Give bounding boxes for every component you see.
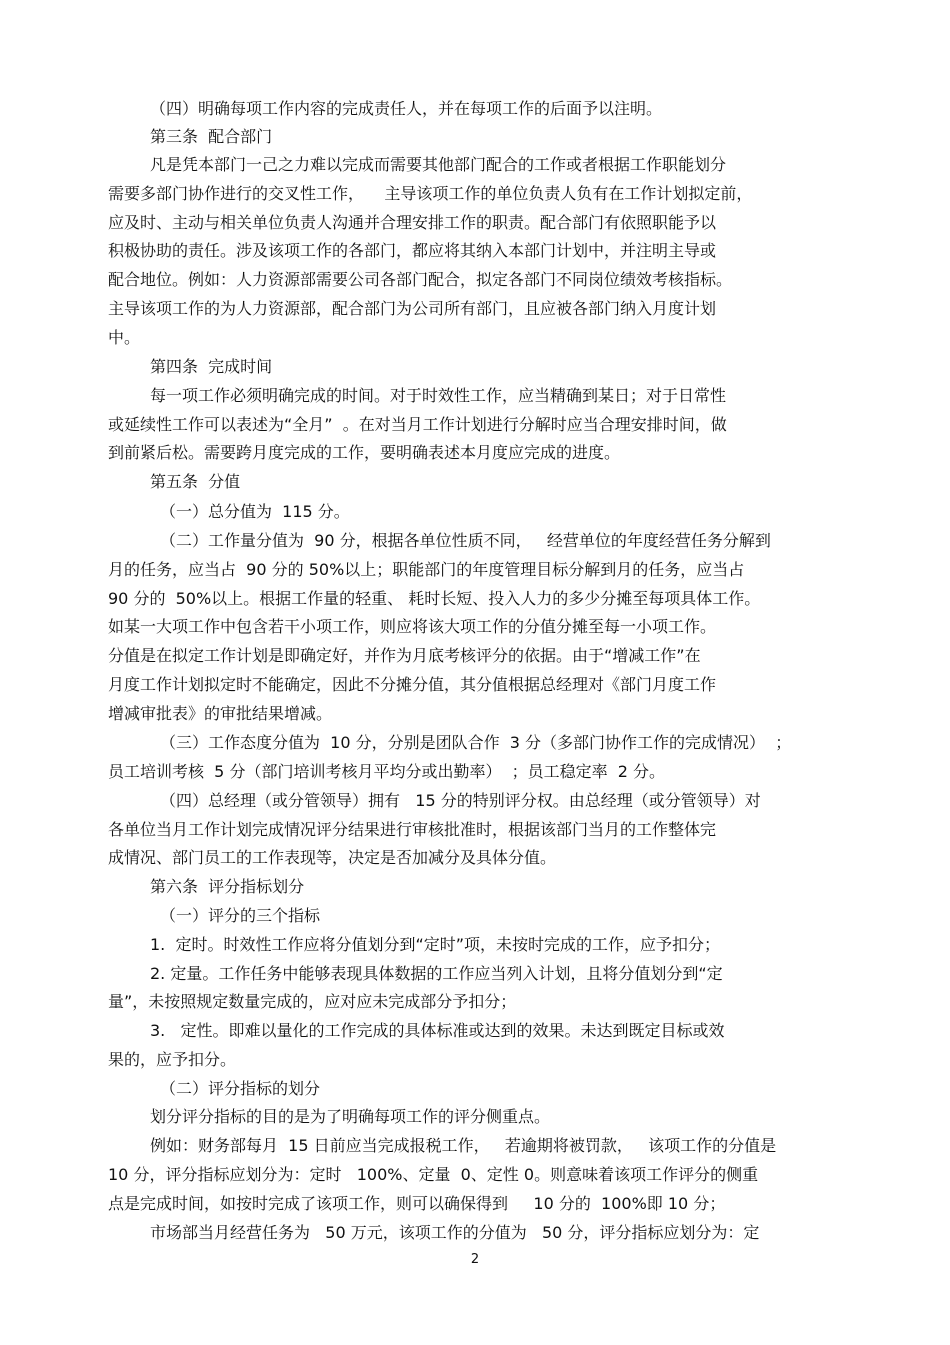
text-line: 分值是在拟定工作计划是即确定好，并作为月底考核评分的依据。由于“增减工作”在 [108,646,701,665]
text-line: 需要多部门协作进行的交叉性工作， 主导该项工作的单位负责人负有在工作计划拟定前， [108,184,753,203]
text-line: 如某一大项工作中包含若干小项工作，则应将该大项工作的分值分摊至每一小项工作。 [108,617,717,636]
page-number: 2 [470,1252,480,1267]
text-line: 划分评分指标的目的是为了明确每项工作的评分侧重点。 [150,1107,551,1126]
text-line: 月的任务，应当占 90 分的 50%以上；职能部门的年度管理目标分解到月的任务，应当占 [108,560,745,579]
text-line: （二）评分指标的划分 [160,1079,321,1098]
text-line: 员工培训考核 5 分（部门培训考核月平均分或出勤率） ；员工稳定率 2 分。 [108,762,666,781]
text-line: 增减审批表》的审批结果增减。 [108,704,333,723]
text-line: （一）评分的三个指标 [160,906,321,925]
text-line: 2. 定量。工作任务中能够表现具体数据的工作应当列入计划，且将分值划分到“定 [150,964,723,983]
text-line: 量”，未按照规定数量完成的，应对应未完成部分予扣分； [108,992,517,1011]
text-line: 配合地位。例如：人力资源部需要公司各部门配合，拟定各部门不同岗位绩效考核指标。 [108,270,733,289]
text-line: （一）总分值为 115 分。 [160,502,350,521]
text-line: 主导该项工作的为人力资源部，配合部门为公司所有部门，且应被各部门纳入月度计划 [108,299,717,318]
text-line: 例如：财务部每月 15 日前应当完成报税工作， 若逾期将被罚款， 该项工作的分值是 [150,1136,777,1155]
text-line: 到前紧后松。需要跨月度完成的工作，要明确表述本月度应完成的进度。 [108,443,621,462]
text-line: 各单位当月工作计划完成情况评分结果进行审核批准时，根据该部门当月的工作整体完 [108,820,717,839]
text-line: （四）明确每项工作内容的完成责任人，并在每项工作的后面予以注明。 [150,99,663,118]
text-line: 10 分，评分指标应划分为：定时 100%、定量 0、定性 0。则意味着该项工作评分的侧重 [108,1165,759,1184]
section-heading: 第四条 完成时间 [150,357,273,376]
text-line: 积极协助的责任。涉及该项工作的各部门，都应将其纳入本部门计划中，并注明主导或 [108,241,717,260]
text-line: （四）总经理（或分管领导）拥有 15 分的特别评分权。由总经理（或分管领导）对 [160,791,761,810]
text-line: 点是完成时间，如按时完成了该项工作，则可以确保得到 10 分的 100%即 10 分； [108,1194,726,1213]
text-line: （三）工作态度分值为 10 分，分别是团队合作 3 分（多部门协作工作的完成情况） ； [160,733,792,752]
text-line: 90 分的 50%以上。根据工作量的轻重、 耗时长短、投入人力的多少分摊至每项具体工作。 [108,589,761,608]
text-line: 成情况、部门员工的工作表现等，决定是否加减分及具体分值。 [108,848,557,867]
text-line: 3. 定性。即难以量化的工作完成的具体标准或达到的效果。未达到既定目标或效 [150,1021,725,1040]
text-line: 或延续性工作可以表述为“全月” 。在对当月工作计划进行分解时应当合理安排时间，做 [108,415,727,434]
section-heading: 第六条 评分指标划分 [150,877,305,896]
text-line: 市场部当月经营任务为 50 万元，该项工作的分值为 50 分，评分指标应划分为：定 [150,1223,760,1242]
text-line: 应及时、主动与相关单位负责人沟通并合理安排工作的职责。配合部门有依照职能予以 [108,213,717,232]
text-line: 1. 定时。时效性工作应将分值划分到“定时”项，未按时完成的工作，应予扣分； [150,935,721,954]
text-line: 月度工作计划拟定时不能确定，因此不分摊分值，其分值根据总经理对《部门月度工作 [108,675,717,694]
text-line: 凡是凭本部门一己之力难以完成而需要其他部门配合的工作或者根据工作职能划分 [150,155,727,174]
section-heading: 第五条 分值 [150,472,241,491]
section-heading: 第三条 配合部门 [150,127,273,146]
text-line: 每一项工作必须明确完成的时间。对于时效性工作，应当精确到某日；对于日常性 [150,386,727,405]
text-line: 中。 [108,328,141,347]
text-line: （二）工作量分值为 90 分，根据各单位性质不同， 经营单位的年度经营任务分解到 [160,531,771,550]
text-line: 果的，应予扣分。 [108,1050,237,1069]
